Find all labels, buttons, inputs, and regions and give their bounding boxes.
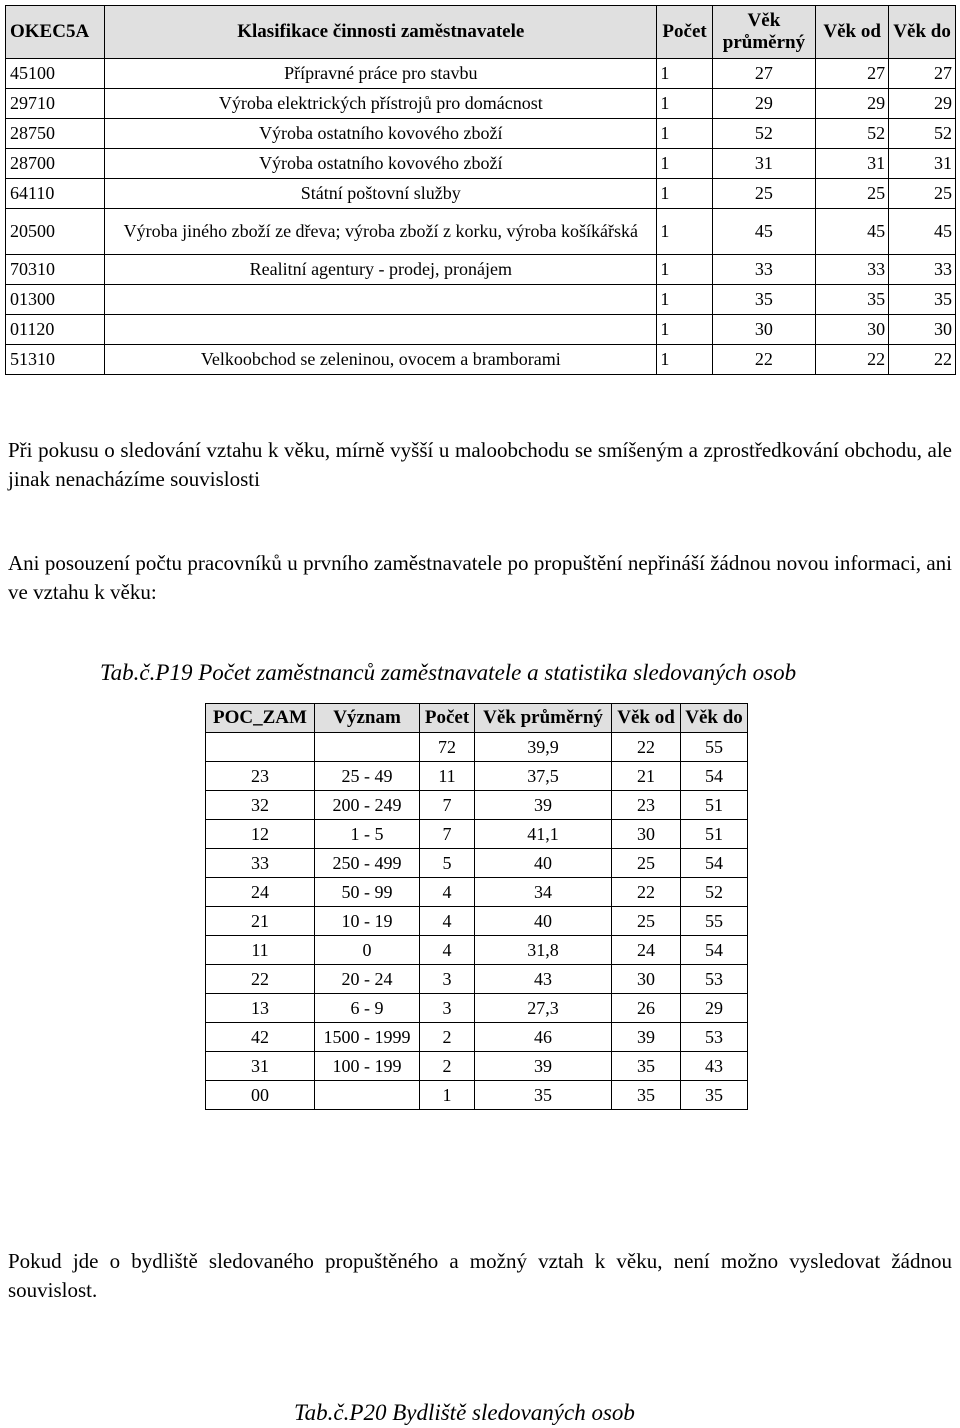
cell-age-from: 45: [816, 209, 889, 255]
cell-age-average: 35: [712, 285, 815, 315]
cell-code: 45100: [6, 59, 105, 89]
cell-count: 1: [420, 1081, 475, 1110]
cell-age-from: 33: [816, 255, 889, 285]
table-header-row: [6, 6, 956, 59]
table-row: [206, 936, 748, 965]
cell-label: [105, 315, 657, 345]
cell-age-from: 25: [816, 179, 889, 209]
table-row: [6, 345, 956, 375]
cell-label: Výroba jiného zboží ze dřeva; výroba zboží z korku, výroba košíkářská: [105, 209, 657, 255]
cell-age-average: 41,1: [475, 820, 612, 849]
cell-age-average: 27: [712, 59, 815, 89]
cell-count: 1: [657, 179, 712, 209]
cell-age-to: 43: [681, 1052, 748, 1081]
cell-count: 3: [420, 965, 475, 994]
cell-code: [206, 733, 315, 762]
paragraph-employee-count: Ani posouzení počtu pracovníků u prvního zaměstnavatele po propuštění nepřináší žádnou novou informaci, ani ve vztahu k věku:: [8, 551, 952, 604]
cell-label: 6 - 9: [315, 994, 420, 1023]
cell-age-average: 40: [475, 849, 612, 878]
cell-age-to: 29: [681, 994, 748, 1023]
cell-code: 32: [206, 791, 315, 820]
cell-label: [105, 285, 657, 315]
cell-age-from: 35: [612, 1052, 681, 1081]
cell-count: 4: [420, 907, 475, 936]
cell-code: 29710: [6, 89, 105, 119]
cell-count: 72: [420, 733, 475, 762]
cell-code: 00: [206, 1081, 315, 1110]
paragraph-residence: Pokud jde o bydliště sledovaného propuštěného a možný vztah k věku, není možno vysledovat žádnou souvislost.: [8, 1249, 952, 1302]
cell-code: 23: [206, 762, 315, 791]
cell-age-from: 30: [612, 820, 681, 849]
cell-count: 1: [657, 89, 712, 119]
cell-code: 42: [206, 1023, 315, 1052]
cell-count: 7: [420, 791, 475, 820]
cell-code: 31: [206, 1052, 315, 1081]
cell-age-to: 31: [889, 149, 956, 179]
table-row: [206, 1052, 748, 1081]
employee-count-table: [205, 703, 748, 1110]
cell-age-to: 53: [681, 965, 748, 994]
header-poc-zam: POC_ZAM: [206, 704, 315, 733]
cell-count: 4: [420, 936, 475, 965]
cell-label: 20 - 24: [315, 965, 420, 994]
table-row: [206, 878, 748, 907]
cell-code: 28700: [6, 149, 105, 179]
cell-label: Státní poštovní služby: [105, 179, 657, 209]
cell-age-to: 54: [681, 762, 748, 791]
cell-age-to: 33: [889, 255, 956, 285]
header-age-average: Věk průměrný: [475, 704, 612, 733]
cell-count: 5: [420, 849, 475, 878]
cell-label: 1500 - 1999: [315, 1023, 420, 1052]
cell-age-average: 27,3: [475, 994, 612, 1023]
cell-count: 1: [657, 285, 712, 315]
cell-age-to: 22: [889, 345, 956, 375]
cell-age-to: 55: [681, 733, 748, 762]
cell-count: 1: [657, 315, 712, 345]
cell-label: 10 - 19: [315, 907, 420, 936]
cell-age-from: 26: [612, 994, 681, 1023]
cell-count: 2: [420, 1023, 475, 1052]
header-age-to: Věk do: [681, 704, 748, 733]
cell-age-from: 22: [612, 733, 681, 762]
cell-code: 64110: [6, 179, 105, 209]
cell-label: 200 - 249: [315, 791, 420, 820]
cell-age-to: 35: [889, 285, 956, 315]
caption-tab-p20: Tab.č.P20 Bydliště sledovaných osob: [294, 1400, 635, 1425]
cell-label: 100 - 199: [315, 1052, 420, 1081]
cell-label: 0: [315, 936, 420, 965]
cell-age-from: 22: [612, 878, 681, 907]
table-row: [206, 733, 748, 762]
header-age-average: Věk průměrný: [712, 6, 815, 59]
cell-age-to: 45: [889, 209, 956, 255]
cell-age-average: 40: [475, 907, 612, 936]
cell-age-from: 24: [612, 936, 681, 965]
cell-age-from: 35: [816, 285, 889, 315]
header-meaning: Význam: [315, 704, 420, 733]
table-row: [206, 1023, 748, 1052]
cell-age-from: 39: [612, 1023, 681, 1052]
table-row: [6, 285, 956, 315]
cell-code: 12: [206, 820, 315, 849]
cell-age-from: 30: [612, 965, 681, 994]
cell-age-to: 25: [889, 179, 956, 209]
cell-age-average: 22: [712, 345, 815, 375]
cell-label: Výroba ostatního kovového zboží: [105, 149, 657, 179]
cell-label: Přípravné práce pro stavbu: [105, 59, 657, 89]
cell-count: 2: [420, 1052, 475, 1081]
cell-age-from: 29: [816, 89, 889, 119]
table-row: [6, 255, 956, 285]
cell-age-average: 29: [712, 89, 815, 119]
cell-age-to: 27: [889, 59, 956, 89]
cell-count: 7: [420, 820, 475, 849]
table-row: [6, 119, 956, 149]
cell-age-to: 55: [681, 907, 748, 936]
paragraph-age-relation: Při pokusu o sledování vztahu k věku, mírně vyšší u maloobchodu se smíšeným a zprostředkování obchodu, ale jinak nenacházíme souvislosti: [8, 438, 952, 491]
cell-count: 1: [657, 209, 712, 255]
cell-age-from: 35: [612, 1081, 681, 1110]
cell-age-average: 31,8: [475, 936, 612, 965]
cell-code: 28750: [6, 119, 105, 149]
table-header-row: [206, 704, 748, 733]
cell-age-average: 35: [475, 1081, 612, 1110]
cell-code: 13: [206, 994, 315, 1023]
cell-age-from: 22: [816, 345, 889, 375]
header-age-from: Věk od: [816, 6, 889, 59]
cell-age-average: 31: [712, 149, 815, 179]
table-row: [206, 907, 748, 936]
cell-count: 1: [657, 149, 712, 179]
cell-age-to: 54: [681, 849, 748, 878]
cell-code: 22: [206, 965, 315, 994]
cell-age-from: 25: [612, 849, 681, 878]
header-count: Počet: [657, 6, 712, 59]
cell-age-average: 37,5: [475, 762, 612, 791]
cell-code: 01300: [6, 285, 105, 315]
cell-age-to: 30: [889, 315, 956, 345]
cell-label: Výroba ostatního kovového zboží: [105, 119, 657, 149]
cell-age-average: 39: [475, 791, 612, 820]
cell-age-average: 39: [475, 1052, 612, 1081]
cell-count: 4: [420, 878, 475, 907]
cell-code: 24: [206, 878, 315, 907]
table-row: [6, 179, 956, 209]
cell-age-from: 30: [816, 315, 889, 345]
cell-age-from: 52: [816, 119, 889, 149]
cell-count: 1: [657, 119, 712, 149]
cell-age-from: 25: [612, 907, 681, 936]
cell-age-from: 31: [816, 149, 889, 179]
cell-age-average: 52: [712, 119, 815, 149]
cell-age-average: 33: [712, 255, 815, 285]
cell-age-to: 52: [889, 119, 956, 149]
cell-count: 1: [657, 59, 712, 89]
cell-age-to: 51: [681, 791, 748, 820]
table-row: [206, 1081, 748, 1110]
cell-code: 70310: [6, 255, 105, 285]
cell-code: 51310: [6, 345, 105, 375]
table-row: [206, 762, 748, 791]
cell-label: [315, 1081, 420, 1110]
table-row: [6, 89, 956, 119]
cell-label: Realitní agentury - prodej, pronájem: [105, 255, 657, 285]
table-row: [206, 965, 748, 994]
cell-age-from: 23: [612, 791, 681, 820]
table-row: [6, 59, 956, 89]
header-age-to: Věk do: [889, 6, 956, 59]
cell-code: 11: [206, 936, 315, 965]
table-row: [6, 209, 956, 255]
cell-count: 11: [420, 762, 475, 791]
cell-count: 3: [420, 994, 475, 1023]
cell-age-average: 25: [712, 179, 815, 209]
cell-count: 1: [657, 345, 712, 375]
cell-age-average: 39,9: [475, 733, 612, 762]
table-row: [206, 994, 748, 1023]
cell-label: 1 - 5: [315, 820, 420, 849]
cell-age-from: 21: [612, 762, 681, 791]
cell-age-to: 53: [681, 1023, 748, 1052]
table-row: [6, 315, 956, 345]
cell-label: Výroba elektrických přístrojů pro domácnost: [105, 89, 657, 119]
cell-age-to: 29: [889, 89, 956, 119]
cell-code: 21: [206, 907, 315, 936]
header-count: Počet: [420, 704, 475, 733]
table-row: [206, 791, 748, 820]
cell-code: 20500: [6, 209, 105, 255]
cell-label: Velkoobchod se zeleninou, ovocem a bramborami: [105, 345, 657, 375]
cell-age-average: 43: [475, 965, 612, 994]
cell-code: 33: [206, 849, 315, 878]
cell-age-average: 34: [475, 878, 612, 907]
cell-age-to: 51: [681, 820, 748, 849]
cell-age-average: 30: [712, 315, 815, 345]
header-okec5a: OKEC5A: [6, 6, 105, 59]
employer-activity-table: [5, 5, 956, 375]
cell-age-to: 54: [681, 936, 748, 965]
cell-age-average: 45: [712, 209, 815, 255]
table-row: [206, 849, 748, 878]
table-row: [206, 820, 748, 849]
header-age-from: Věk od: [612, 704, 681, 733]
cell-age-average: 46: [475, 1023, 612, 1052]
cell-label: [315, 733, 420, 762]
cell-count: 1: [657, 255, 712, 285]
cell-code: 01120: [6, 315, 105, 345]
table-row: [6, 149, 956, 179]
cell-label: 25 - 49: [315, 762, 420, 791]
header-classification: Klasifikace činnosti zaměstnavatele: [105, 6, 657, 59]
cell-label: 250 - 499: [315, 849, 420, 878]
cell-age-to: 52: [681, 878, 748, 907]
cell-label: 50 - 99: [315, 878, 420, 907]
cell-age-to: 35: [681, 1081, 748, 1110]
caption-tab-p19: Tab.č.P19 Počet zaměstnanců zaměstnavatele a statistika sledovaných osob: [100, 660, 797, 685]
cell-age-from: 27: [816, 59, 889, 89]
